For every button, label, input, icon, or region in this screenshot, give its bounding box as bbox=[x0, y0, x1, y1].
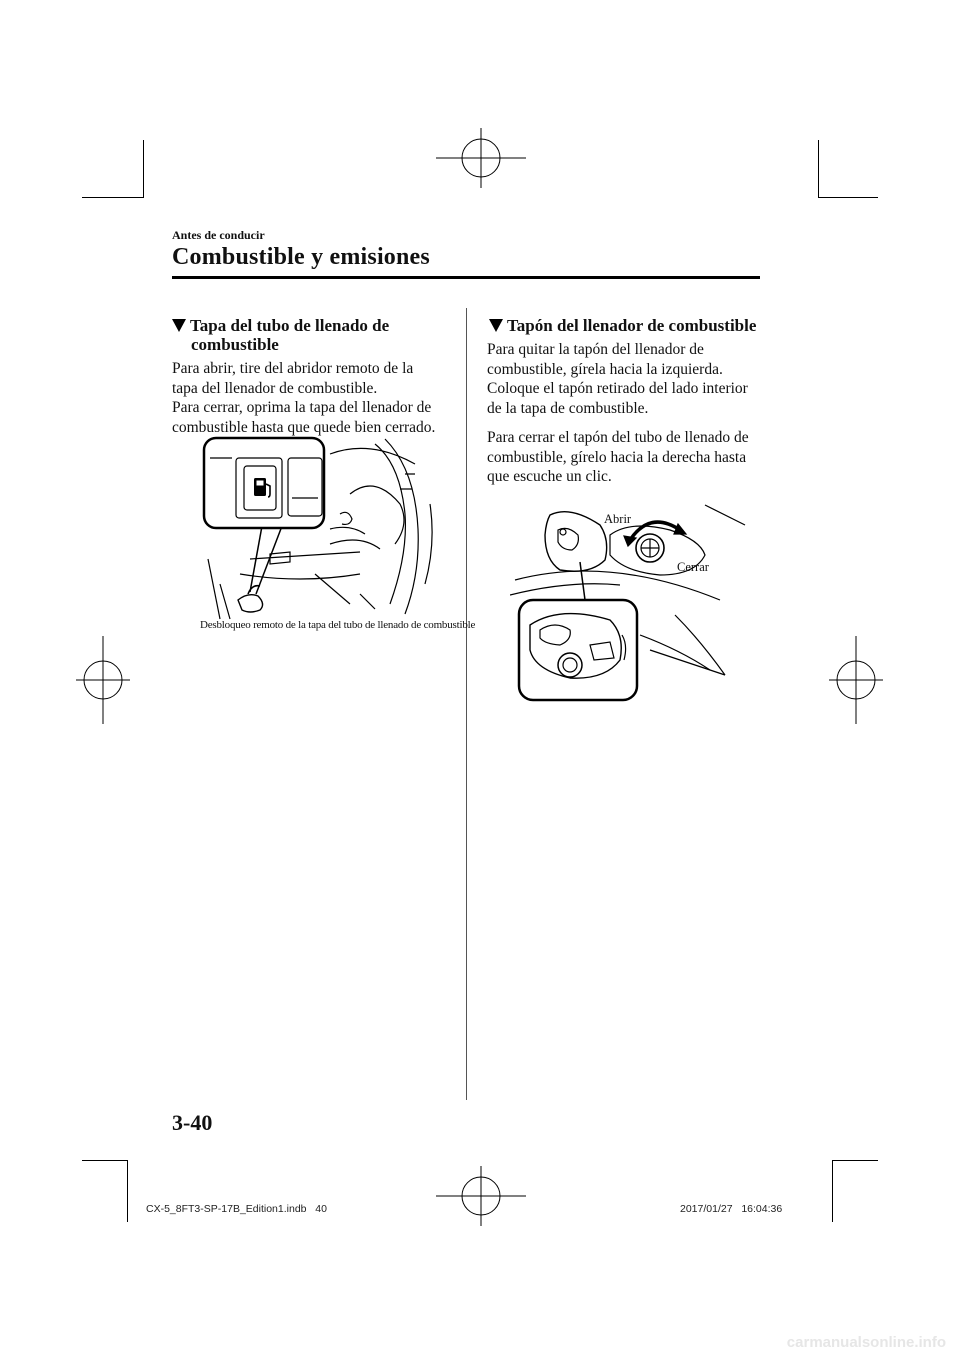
open-direction-label: Abrir bbox=[604, 512, 632, 526]
footer-filename: CX-5_8FT3-SP-17B_Edition1.indb bbox=[146, 1203, 307, 1215]
paragraph-line: de la tapa de combustible. bbox=[487, 399, 649, 417]
page-title: Combustible y emisiones bbox=[172, 244, 430, 270]
paragraph-remove-cap bbox=[487, 340, 763, 418]
section-title-line2: combustible bbox=[191, 335, 279, 354]
footer-file-info bbox=[146, 1203, 327, 1215]
triangle-marker-icon bbox=[172, 319, 186, 332]
paragraph-line: Para abrir, tire del abridor remoto de la bbox=[172, 360, 414, 377]
paragraph-line: Para cerrar, oprima la tapa del llenador de bbox=[172, 399, 432, 416]
section-title-fuel-door bbox=[172, 316, 462, 354]
site-watermark: carmanualsonline.info bbox=[786, 1334, 946, 1351]
footer-timestamp bbox=[680, 1203, 782, 1215]
close-direction-label: Cerrar bbox=[677, 560, 709, 574]
footer-file-page: 40 bbox=[315, 1203, 327, 1215]
fuel-cap-illustration bbox=[510, 500, 750, 705]
figure-caption-release: Desbloqueo remoto de la tapa del tubo de llenado de combustible bbox=[200, 619, 476, 631]
paragraph-line: Para cerrar el tapón del tubo de llenado de bbox=[487, 429, 749, 446]
paragraph-line: tapa del llenador de combustible. bbox=[172, 379, 378, 397]
section-title-text: Tapón del llenador de combustible bbox=[507, 316, 757, 335]
paragraph-line: Para quitar la tapón del llenador de bbox=[487, 341, 704, 358]
paragraph-line: combustible, gírela hacia la izquierda. bbox=[487, 360, 723, 378]
column-divider bbox=[466, 308, 467, 1100]
paragraph-close-cap bbox=[487, 428, 763, 487]
section-title-line1: Tapa del tubo de llenado de bbox=[190, 316, 390, 335]
paragraph-line: combustible hasta que quede bien cerrado. bbox=[172, 418, 436, 436]
paragraph-line: combustible, gírelo hacia la derecha hasta bbox=[487, 448, 747, 466]
footer-date: 2017/01/27 bbox=[680, 1203, 733, 1215]
paragraph-line: que escuche un clic. bbox=[487, 468, 612, 485]
fuel-door-release-illustration bbox=[200, 434, 440, 634]
paragraph-line: Coloque el tapón retirado del lado interior bbox=[487, 380, 748, 397]
section-title-fuel-cap bbox=[489, 316, 764, 335]
page-number: 3-40 bbox=[172, 1110, 213, 1135]
paragraph-fuel-door bbox=[172, 359, 462, 437]
triangle-marker-icon bbox=[489, 319, 503, 332]
footer-time: 16:04:36 bbox=[741, 1203, 783, 1215]
chapter-label: Antes de conducir bbox=[172, 228, 265, 242]
header-rule bbox=[172, 276, 760, 279]
